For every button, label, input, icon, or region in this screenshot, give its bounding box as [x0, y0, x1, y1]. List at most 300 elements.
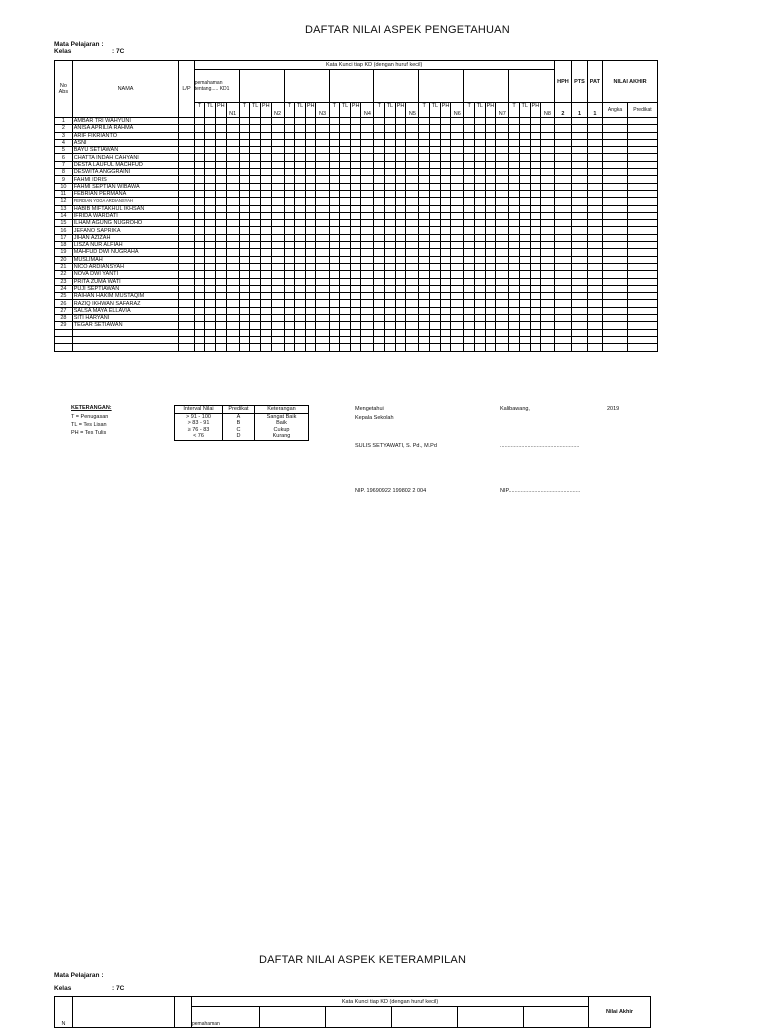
grade-cell: [385, 147, 396, 154]
grade-cell: [271, 336, 284, 343]
grade-cell: [519, 227, 530, 234]
grade-cell: [395, 322, 406, 329]
legend-cell: Kurang: [255, 433, 309, 440]
grade-cell: [430, 125, 441, 132]
grade-cell: [239, 176, 250, 183]
grade-cell: [305, 205, 316, 212]
grade-cell: [215, 285, 226, 292]
grade-cell: [226, 161, 239, 168]
grade-cell: [519, 263, 530, 270]
grade-cell: [179, 132, 194, 139]
grade-cell: [474, 147, 485, 154]
row-number: 6: [55, 154, 73, 161]
grade-cell: [239, 169, 250, 176]
grade-cell: [451, 176, 464, 183]
grade-cell: [519, 161, 530, 168]
grade-cell: [179, 220, 194, 227]
grade-cell: [440, 169, 451, 176]
grade-cell: [194, 183, 205, 190]
grade-cell: [440, 234, 451, 241]
grade-cell: [530, 249, 541, 256]
grade-cell: [350, 344, 361, 351]
grade-cell: [205, 205, 216, 212]
grade-cell: [485, 169, 496, 176]
pat-header: PAT: [587, 61, 602, 103]
grade-cell: [541, 154, 554, 161]
grade-cell: [509, 242, 520, 249]
grade-cell: [284, 336, 295, 343]
grade-cell: [361, 344, 374, 351]
grade-cell: [374, 198, 385, 205]
grade-cell: [205, 147, 216, 154]
grade-cell: [226, 285, 239, 292]
grade-cell: [215, 315, 226, 322]
grade-cell: [572, 139, 587, 146]
grade-cell: [440, 176, 451, 183]
table-row: [55, 300, 658, 307]
grade-cell: [260, 249, 271, 256]
grade-cell: [587, 227, 602, 234]
grade-cell: [451, 293, 464, 300]
grade-cell: [271, 307, 284, 314]
grade-cell: [350, 154, 361, 161]
grade-cell: [271, 220, 284, 227]
grade-cell: [179, 212, 194, 219]
grade-cell: [260, 161, 271, 168]
grade-cell: [627, 285, 657, 292]
grade-cell: [440, 212, 451, 219]
grade-cell: [179, 300, 194, 307]
grade-cell: [205, 234, 216, 241]
grade-cell: [509, 205, 520, 212]
row-number: 11: [55, 190, 73, 197]
grade-cell: [496, 285, 509, 292]
grade-cell: [316, 307, 329, 314]
grade-cell: [374, 271, 385, 278]
grade-cell: [239, 205, 250, 212]
grade-cell: [226, 344, 239, 351]
grade-cell: [340, 293, 351, 300]
grade-cell: [474, 307, 485, 314]
grade-cell: [385, 344, 396, 351]
grade-cell: [474, 176, 485, 183]
grade-cell: [239, 263, 250, 270]
grade-cell: [361, 198, 374, 205]
table-row: [55, 205, 658, 212]
grade-cell: [603, 227, 628, 234]
grade-cell: [329, 256, 340, 263]
grade-cell: [340, 132, 351, 139]
grade-cell: [496, 190, 509, 197]
grade-cell: [464, 118, 475, 125]
grade-cell: [430, 190, 441, 197]
grade-cell: [451, 234, 464, 241]
grade-cell: [316, 176, 329, 183]
grade-cell: [194, 344, 205, 351]
grade-cell: [496, 220, 509, 227]
grade-cell: [284, 147, 295, 154]
grade-cell: [395, 307, 406, 314]
grade-cell: [406, 329, 419, 336]
grade-cell: [260, 344, 271, 351]
grade-cell: [250, 139, 261, 146]
grade-cell: [340, 227, 351, 234]
grade-cell: [271, 322, 284, 329]
grade-cell: [572, 344, 587, 351]
grade-cell: [226, 118, 239, 125]
grade-cell: [395, 118, 406, 125]
grade-cell: [329, 176, 340, 183]
grade-cell: [395, 285, 406, 292]
table-row: [55, 249, 658, 256]
grade-cell: [519, 249, 530, 256]
grade-cell: [474, 315, 485, 322]
grade-cell: [374, 139, 385, 146]
year-text: 2019: [607, 406, 620, 412]
grade-cell: [374, 300, 385, 307]
grade-cell: [385, 154, 396, 161]
grade-cell: [250, 125, 261, 132]
grade-cell: [519, 300, 530, 307]
kd-title-2: Kata Kunci tiap KD (dengan huruf kecil): [192, 997, 589, 1007]
grade-cell: [485, 329, 496, 336]
grade-cell: [541, 293, 554, 300]
sheet2-title: DAFTAR NILAI ASPEK KETERAMPILAN: [259, 954, 467, 966]
grade-cell: [239, 300, 250, 307]
grade-cell: [361, 147, 374, 154]
grade-cell: [440, 336, 451, 343]
grade-cell: [587, 344, 602, 351]
grade-cell: [205, 125, 216, 132]
grade-cell: [430, 315, 441, 322]
grade-cell: [260, 198, 271, 205]
grade-cell: [419, 183, 430, 190]
grade-cell: [260, 205, 271, 212]
grade-cell: [284, 169, 295, 176]
grade-cell: [509, 322, 520, 329]
grade-cell: [271, 183, 284, 190]
grade-cell: [406, 132, 419, 139]
grade-cell: [554, 322, 572, 329]
guru-name-dots: ....................................................: [500, 443, 580, 449]
grade-cell: [419, 139, 430, 146]
grade-cell: [250, 132, 261, 139]
grade-cell: [194, 132, 205, 139]
grade-cell: [440, 300, 451, 307]
grade-cell: [350, 139, 361, 146]
grade-cell: [215, 161, 226, 168]
grade-cell: [239, 329, 250, 336]
grade-cell: [464, 263, 475, 270]
grade-cell: [329, 227, 340, 234]
grade-cell: [572, 336, 587, 343]
grade-cell: [440, 220, 451, 227]
grade-cell: [385, 329, 396, 336]
grade-cell: [361, 329, 374, 336]
grade-cell: [474, 271, 485, 278]
grade-cell: [627, 307, 657, 314]
grade-cell: [385, 263, 396, 270]
grade-cell: [205, 212, 216, 219]
grade-cell: [340, 220, 351, 227]
grade-cell: [179, 147, 194, 154]
grade-cell: [350, 220, 361, 227]
grade-cell: [374, 227, 385, 234]
grade-cell: [572, 176, 587, 183]
grade-cell: [541, 249, 554, 256]
grade-cell: [385, 183, 396, 190]
grade-cell: [316, 161, 329, 168]
grade-cell: [205, 169, 216, 176]
grade-cell: [284, 227, 295, 234]
grade-cell: [541, 220, 554, 227]
grade-cell: [519, 212, 530, 219]
grade-cell: [530, 212, 541, 219]
grade-cell: [554, 329, 572, 336]
grade-cell: [451, 205, 464, 212]
grade-cell: [554, 190, 572, 197]
grade-cell: [430, 176, 441, 183]
nilai-akhir-header-2: Nilai Akhir: [589, 997, 651, 1028]
grade-cell: [329, 336, 340, 343]
grade-cell: [530, 256, 541, 263]
grade-cell: [406, 322, 419, 329]
grade-cell: [587, 161, 602, 168]
grade-cell: [329, 220, 340, 227]
grade-cell: [541, 190, 554, 197]
grade-cell: [554, 271, 572, 278]
grade-cell: [464, 183, 475, 190]
grade-cell: [305, 183, 316, 190]
grade-cell: [361, 176, 374, 183]
grade-cell: [295, 220, 306, 227]
grade-cell: [519, 322, 530, 329]
grade-cell: [496, 336, 509, 343]
lp-header: L/P: [179, 61, 194, 118]
grade-cell: [627, 220, 657, 227]
grade-cell: [541, 125, 554, 132]
grade-cell: [509, 300, 520, 307]
grade-cell: [215, 300, 226, 307]
grade-cell: [350, 132, 361, 139]
grade-cell: [361, 278, 374, 285]
grade-cell: [316, 125, 329, 132]
grade-cell: [239, 344, 250, 351]
grade-cell: [395, 212, 406, 219]
grade-cell: [271, 132, 284, 139]
grade-cell: [530, 278, 541, 285]
grade-cell: [419, 278, 430, 285]
grade-cell: [395, 329, 406, 336]
grade-cell: [430, 212, 441, 219]
grade-cell: [194, 285, 205, 292]
grade-cell: [215, 169, 226, 176]
grade-cell: [374, 256, 385, 263]
grade-cell: [572, 205, 587, 212]
grade-cell: [474, 234, 485, 241]
grade-cell: [239, 125, 250, 132]
row-number: 5: [55, 147, 73, 154]
grade-cell: [205, 344, 216, 351]
grade-cell: [572, 329, 587, 336]
legend-cell: < 76: [175, 433, 223, 440]
grade-cell: [406, 125, 419, 132]
grade-cell: [541, 198, 554, 205]
grade-cell: [530, 227, 541, 234]
grade-cell: [250, 205, 261, 212]
grade-cell: [627, 300, 657, 307]
grade-cell: [440, 139, 451, 146]
student-name: RAZIQ IKHWAN SAFARAZ: [72, 300, 179, 307]
sub-header-n: N6: [451, 103, 464, 118]
grade-cell: [395, 147, 406, 154]
grade-cell: [519, 271, 530, 278]
grade-cell: [430, 183, 441, 190]
grade-cell: [361, 139, 374, 146]
grade-cell: [340, 147, 351, 154]
grade-cell: [284, 344, 295, 351]
student-name: FAHMI SEPTIAN WIBAWA: [72, 183, 179, 190]
grade-cell: [205, 336, 216, 343]
grade-cell: [271, 315, 284, 322]
student-name: NOVA DWI YANTI: [72, 271, 179, 278]
sub-header-tl: TL: [385, 103, 396, 118]
grade-cell: [226, 300, 239, 307]
grade-cell: [329, 190, 340, 197]
grade-cell: [451, 322, 464, 329]
grade-cell: [295, 147, 306, 154]
grade-cell: [419, 169, 430, 176]
grade-cell: [496, 154, 509, 161]
legend-cell: D: [223, 433, 255, 440]
grade-cell: [350, 161, 361, 168]
grade-cell: [572, 263, 587, 270]
grade-cell: [329, 198, 340, 205]
grade-cell: [395, 278, 406, 285]
grade-cell: [451, 118, 464, 125]
grade-cell: [350, 285, 361, 292]
kd-desc-cell: [329, 70, 374, 103]
lp-header-2: [175, 997, 192, 1028]
grade-cell: [451, 190, 464, 197]
sub-header-t: T: [374, 103, 385, 118]
grade-cell: [239, 285, 250, 292]
grade-cell: [250, 212, 261, 219]
grade-cell: [519, 132, 530, 139]
grade-cell: [226, 147, 239, 154]
grade-cell: [603, 315, 628, 322]
no-abs-header-2: N: [55, 997, 73, 1028]
grade-cell: [374, 344, 385, 351]
grade-cell: [329, 125, 340, 132]
grade-cell: [603, 271, 628, 278]
sub-header-t: T: [419, 103, 430, 118]
grade-cell: [361, 169, 374, 176]
grade-cell: [572, 285, 587, 292]
grade-cell: [440, 198, 451, 205]
grade-cell: [464, 176, 475, 183]
grade-cell: [395, 132, 406, 139]
grade-cell: [284, 190, 295, 197]
table-row: [55, 118, 658, 125]
grade-cell: [572, 300, 587, 307]
grade-cell: [440, 322, 451, 329]
grade-cell: [374, 285, 385, 292]
grade-cell: [406, 285, 419, 292]
grade-cell: [179, 271, 194, 278]
grade-cell: [239, 132, 250, 139]
grade-cell: [496, 118, 509, 125]
grade-cell: [239, 249, 250, 256]
grade-cell: [239, 190, 250, 197]
grade-cell: [587, 249, 602, 256]
grade-cell: [295, 190, 306, 197]
grade-cell: [250, 198, 261, 205]
legend-cell: Cukup: [255, 427, 309, 434]
sub-header-ph: PH: [395, 103, 406, 118]
grade-cell: [329, 169, 340, 176]
nilai-table: [54, 60, 658, 352]
grade-cell: [451, 344, 464, 351]
grade-cell: [395, 249, 406, 256]
grade-cell: [271, 125, 284, 132]
grade-cell: [361, 234, 374, 241]
grade-cell: [519, 242, 530, 249]
grade-cell: [395, 205, 406, 212]
grade-cell: [541, 212, 554, 219]
grade-cell: [340, 285, 351, 292]
row-number: 22: [55, 271, 73, 278]
grade-cell: [361, 220, 374, 227]
grade-cell: [361, 132, 374, 139]
row-number: 23: [55, 278, 73, 285]
grade-cell: [340, 118, 351, 125]
grade-cell: [226, 249, 239, 256]
grade-cell: [226, 169, 239, 176]
grade-cell: [194, 176, 205, 183]
grade-cell: [509, 285, 520, 292]
grade-cell: [496, 198, 509, 205]
grade-cell: [603, 132, 628, 139]
grade-cell: [464, 139, 475, 146]
kd-cell-2: [458, 1007, 524, 1028]
grade-cell: [194, 154, 205, 161]
table-row: [55, 212, 658, 219]
sub-header-t: T: [194, 103, 205, 118]
grade-cell: [430, 336, 441, 343]
grade-cell: [496, 169, 509, 176]
grade-cell: [260, 118, 271, 125]
grade-cell: [627, 256, 657, 263]
grade-cell: [519, 256, 530, 263]
grade-cell: [305, 344, 316, 351]
grade-cell: [496, 205, 509, 212]
grade-cell: [440, 183, 451, 190]
grade-cell: [305, 227, 316, 234]
grade-cell: [361, 315, 374, 322]
grade-cell: [305, 176, 316, 183]
table-row: [55, 322, 658, 329]
grade-cell: [385, 256, 396, 263]
grade-cell: [194, 198, 205, 205]
grade-cell: [509, 278, 520, 285]
grade-cell: [316, 336, 329, 343]
kelas-label: Kelas: [54, 48, 72, 55]
grade-cell: [374, 125, 385, 132]
grade-cell: [295, 176, 306, 183]
grade-cell: [305, 256, 316, 263]
grade-cell: [572, 293, 587, 300]
